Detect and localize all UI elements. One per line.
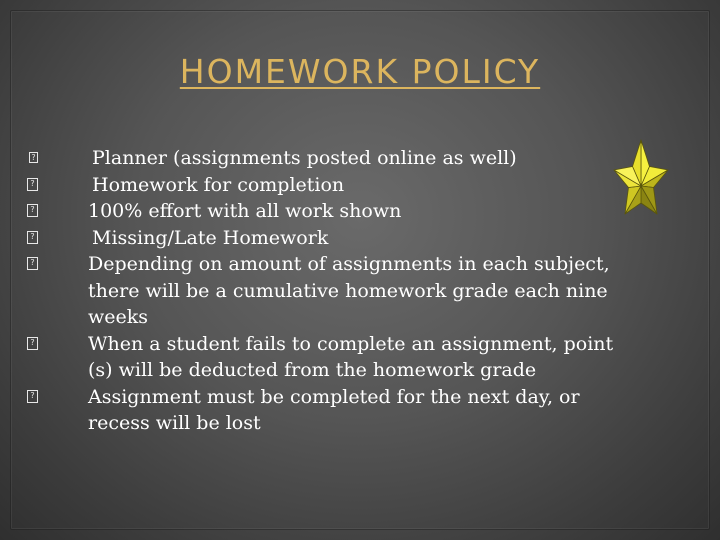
list-item-text: Planner (assignments posted online as well) bbox=[92, 147, 517, 169]
missing-glyph-bullet-icon: ? bbox=[27, 257, 38, 270]
slide-title: HOMEWORK POLICY bbox=[179, 52, 541, 91]
list-item-text: Depending on amount of assignments in each subject, there will be a cumulative homework grade each nine weeks bbox=[88, 253, 610, 328]
policy-list bbox=[0, 145, 720, 437]
list-item bbox=[0, 172, 720, 199]
list-item-text: Missing/Late Homework bbox=[92, 226, 329, 249]
list-item-text: When a student fails to complete an assignment, point (s) will be deducted from the homework grade bbox=[88, 332, 614, 381]
missing-glyph-bullet-icon: ? bbox=[27, 204, 38, 217]
list-item-text: 100% effort with all work shown bbox=[88, 200, 402, 222]
list-item bbox=[0, 384, 720, 437]
list-item bbox=[0, 251, 720, 331]
list-item-text: Assignment must be completed for the next day, or recess will be lost bbox=[88, 385, 580, 434]
list-item-text: Homework for completion bbox=[92, 173, 345, 196]
list-item bbox=[0, 145, 720, 172]
missing-glyph-bullet-icon: ? bbox=[27, 390, 38, 403]
list-item bbox=[0, 331, 720, 384]
missing-glyph-bullet-icon: ? bbox=[27, 231, 38, 244]
missing-glyph-bullet-icon: ? bbox=[27, 337, 38, 350]
list-item bbox=[0, 198, 720, 225]
missing-glyph-bullet-icon: ? bbox=[27, 178, 38, 191]
missing-glyph-bullet-icon: ? bbox=[29, 152, 38, 163]
list-item bbox=[0, 225, 720, 252]
